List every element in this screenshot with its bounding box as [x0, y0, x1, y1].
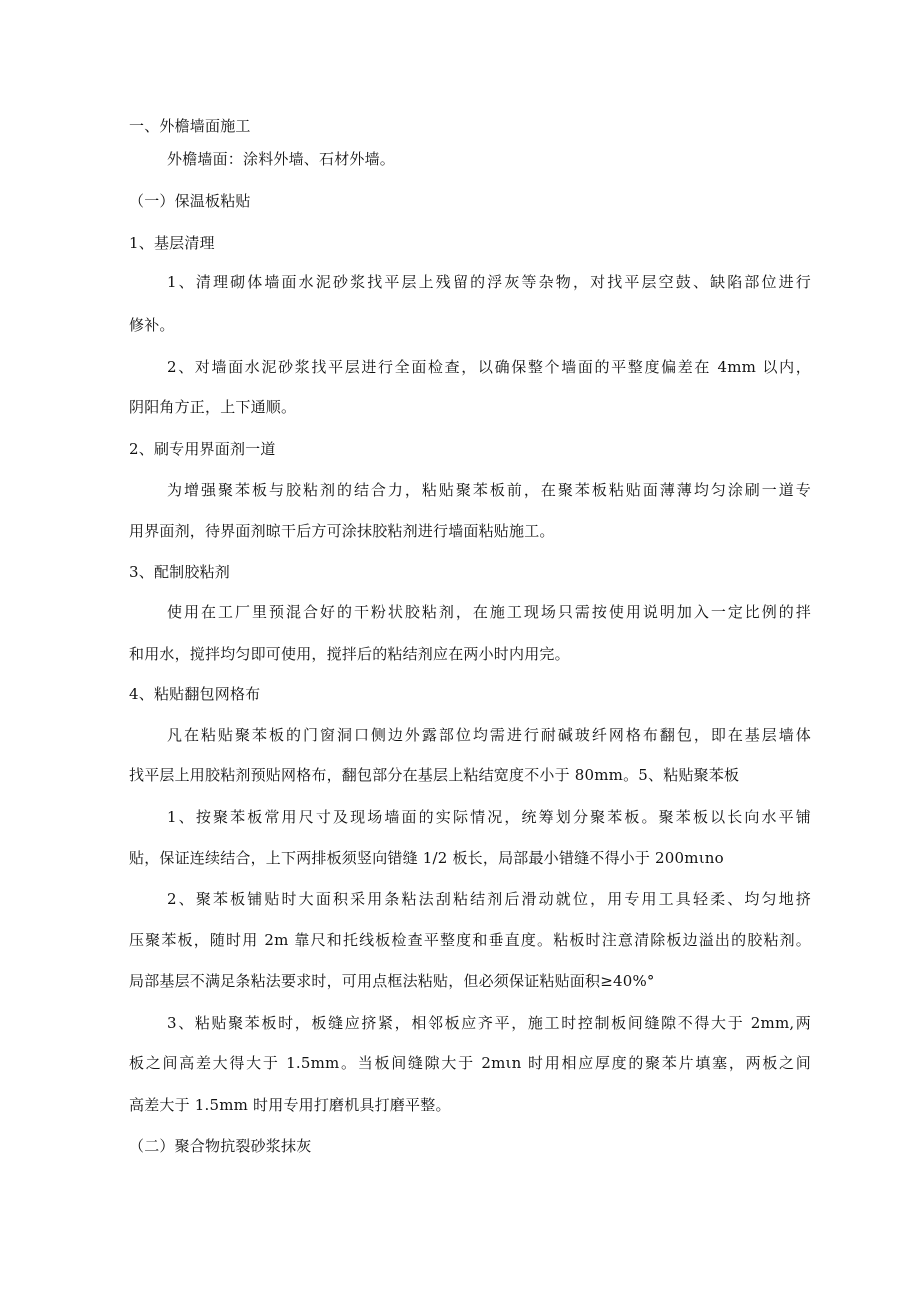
intro-paragraph: 外檐墙面：涂料外墙、石材外墙。 [167, 150, 396, 168]
step-5-paragraph-3-line-3: 高差大于 1.5mm 时用专用打磨机具打磨平整。 [129, 1096, 451, 1114]
step-1-paragraph-2-line-1: 2、对墙面水泥砂浆找平层进行全面检查，以确保整个墙面的平整度偏差在 4mm 以内， [167, 358, 811, 376]
step-3-paragraph-line-2: 和用水，搅拌均匀即可使用，搅拌后的粘结剂应在两小时内用完。 [129, 645, 570, 663]
step-1-title: 1、基层清理 [129, 234, 215, 252]
step-2-paragraph-line-2: 用界面剂，待界面剂晾干后方可涂抹胶粘剂进行墙面粘贴施工。 [129, 522, 555, 540]
subsection-heading-1: （一）保温板粘贴 [129, 192, 251, 210]
step-5-paragraph-1-line-1: 1、按聚苯板常用尺寸及现场墙面的实际情况，统筹划分聚苯板。聚苯板以长向水平铺 [167, 808, 811, 826]
step-5-paragraph-1-line-2: 贴，保证连续结合，上下两排板须竖向错缝 1/2 板长，局部最小错缝不得小于 200mιno [129, 849, 724, 867]
step-4-paragraph-line-1: 凡在粘贴聚苯板的门窗洞口侧边外露部位均需进行耐碱玻纤网格布翻包，即在基层墙体 [167, 726, 811, 744]
step-5-paragraph-2-line-2: 压聚苯板，随时用 2m 靠尺和托线板检查平整度和垂直度。粘板时注意清除板边溢出的胶粘剂。 [129, 931, 811, 949]
step-5-paragraph-3-line-2: 板之间高差大得大于 1.5mm。当板间缝隙大于 2mιn 时用相应厚度的聚苯片填塞，两板之间 [129, 1054, 811, 1072]
step-5-paragraph-2-line-3: 局部基层不满足条粘法要求时，可用点框法粘贴，但必须保证粘贴面积≥40%° [129, 972, 655, 990]
step-2-paragraph-line-1: 为增强聚苯板与胶粘剂的结合力，粘贴聚苯板前，在聚苯板粘贴面薄薄均匀涂刷一道专 [167, 481, 811, 499]
step-3-paragraph-line-1: 使用在工厂里预混合好的干粉状胶粘剂，在施工现场只需按使用说明加入一定比例的拌 [167, 603, 811, 621]
step-3-title: 3、配制胶粘剂 [129, 563, 230, 581]
step-1-paragraph-2-line-2: 阴阳角方正，上下通顺。 [129, 398, 297, 416]
step-4-title: 4、粘贴翻包网格布 [129, 685, 261, 703]
section-heading: 一、外檐墙面施工 [129, 117, 251, 135]
step-1-paragraph-1-line-2: 修补。 [129, 316, 175, 334]
step-4-paragraph-line-2: 找平层上用胶粘剂预贴网格布，翻包部分在基层上粘结宽度不小于 80mm。5、粘贴聚苯板 [129, 766, 740, 784]
step-5-paragraph-2-line-1: 2、聚苯板铺贴时大面积采用条粘法刮粘结剂后滑动就位，用专用工具轻柔、均匀地挤 [167, 890, 811, 908]
step-1-paragraph-1-line-1: 1、清理砌体墙面水泥砂浆找平层上残留的浮灰等杂物，对找平层空鼓、缺陷部位进行 [167, 273, 811, 291]
subsection-heading-2: （二）聚合物抗裂砂浆抹灰 [129, 1137, 312, 1155]
step-5-paragraph-3-line-1: 3、粘贴聚苯板时，板缝应挤紧，相邻板应齐平，施工时控制板间缝隙不得大于 2mm,两 [167, 1014, 811, 1032]
step-2-title: 2、刷专用界面剂一道 [129, 440, 276, 458]
